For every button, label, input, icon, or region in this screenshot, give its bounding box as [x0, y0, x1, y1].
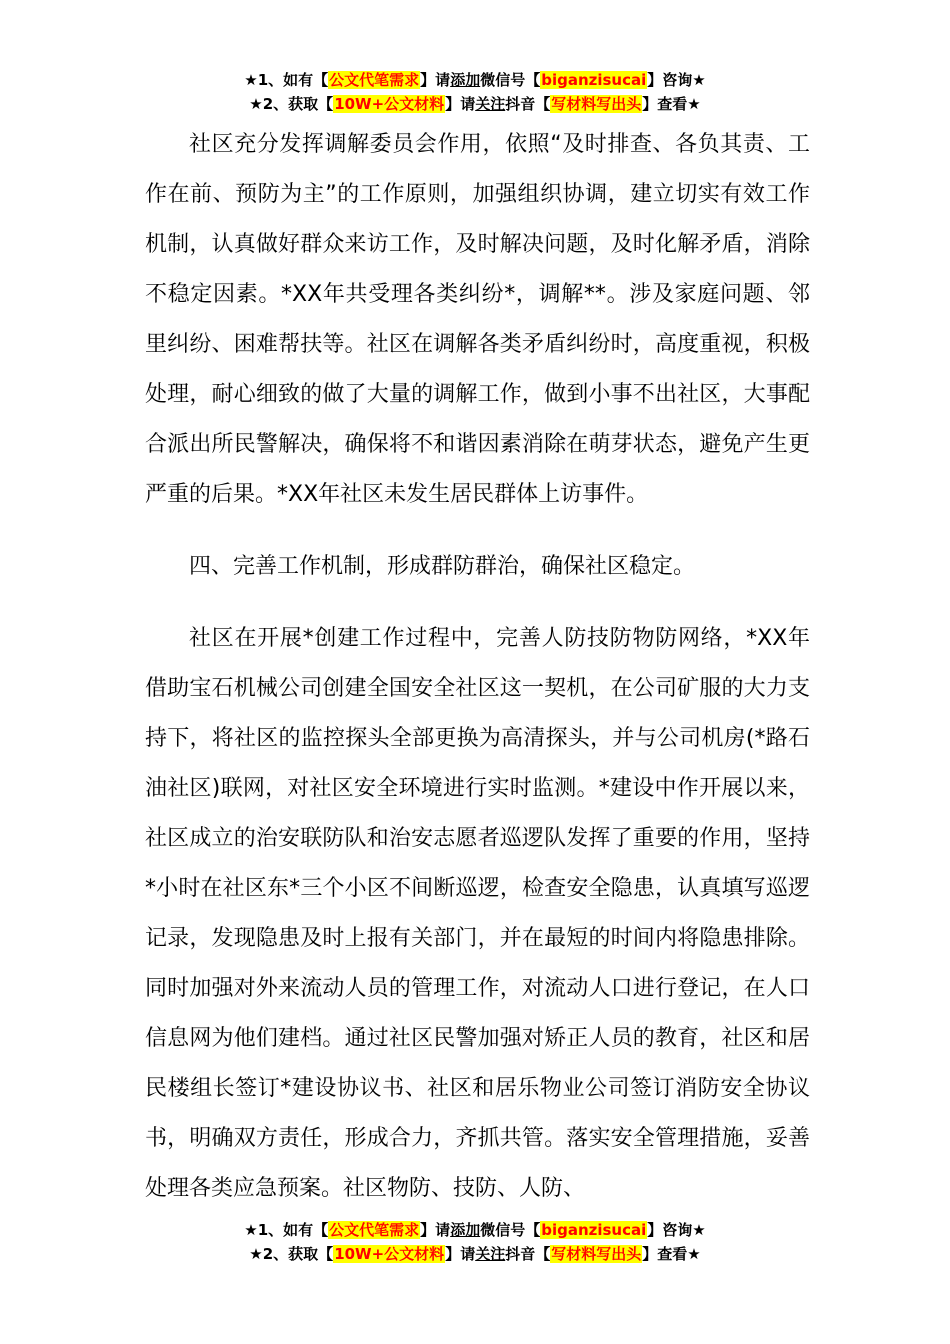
banner-text: 微信号【: [480, 1221, 541, 1239]
highlight-materials: 10W+公文材料: [334, 1245, 445, 1263]
highlight-wechat-id: biganzisucai: [541, 1221, 647, 1239]
highlight-douyin-account: 写材料写出头: [551, 1245, 642, 1263]
banner-text: 】请: [420, 71, 451, 89]
banner-line-2: [0, 1242, 950, 1266]
highlight-service: 公文代笔需求: [329, 1221, 420, 1239]
banner-line-1: [0, 68, 950, 92]
highlight-wechat-id: biganzisucai: [541, 71, 647, 89]
banner-text: 抖音【: [505, 95, 551, 113]
body-paragraph-2: 社区在开展*创建工作过程中，完善人防技防物防网络，*XX年借助宝石机械公司创建全国安全社区这一契机，在公司矿服的大力支持下，将社区的监控探头全部更换为高清探头，并与公司机房(*路石油社区)联网，对社区安全环境进行实时监测。*建设中作开展以来，社区成立的治安联防队和治安志愿者巡逻队发挥了重要的作用，坚持*小时在社区东*三个小区不间断巡逻，检查安全隐患，认真填写巡逻记录，发现隐患及时上报有关部门，并在最短的时间内将隐患排除。同时加强对外来流动人员的管理工作，对流动人口进行登记，在人口信息网为他们建档。通过社区民警加强对矫正人员的教育，社区和居民楼组长签订*建设协议书、社区和居乐物业公司签订消防安全协议书，明确双方责任，形成合力，齐抓共管。落实安全管理措施，妥善处理各类应急预案。社区物防、技防、人防、: [145, 626, 810, 1201]
banner-text: 】查看★: [642, 95, 701, 113]
banner-text: 抖音【: [505, 1245, 551, 1263]
banner-text: 微信号【: [480, 71, 541, 89]
highlight-service: 公文代笔需求: [329, 71, 420, 89]
banner-text: 】咨询★: [647, 71, 706, 89]
underlined-text: 添加: [450, 1221, 481, 1239]
body-paragraph-1: 社区充分发挥调解委员会作用，依照“及时排查、各负其责、工作在前、预防为主”的工作原则，加强组织协调，建立切实有效工作机制，认真做好群众来访工作，及时解决问题，及时化解矛盾，消除不稳定因素。*XX年共受理各类纠纷*，调解**。涉及家庭问题、邻里纠纷、困难帮扶等。社区在调解各类矛盾纠纷时，高度重视，积极处理，耐心细致的做了大量的调解工作，做到小事不出社区，大事配合派出所民警解决，确保将不和谐因素消除在萌芽状态，避免产生更严重的后果。*XX年社区未发生居民群体上访事件。: [145, 132, 810, 507]
banner-text: 】请: [445, 1245, 476, 1263]
document-body: [145, 120, 810, 1214]
footer-banner: [0, 1218, 950, 1266]
highlight-materials: 10W+公文材料: [334, 95, 445, 113]
underlined-text: 关注: [475, 95, 506, 113]
banner-text: 】请: [445, 95, 476, 113]
banner-line-2: [0, 92, 950, 116]
underlined-text: 添加: [450, 71, 481, 89]
highlight-douyin-account: 写材料写出头: [551, 95, 642, 113]
header-banner: [0, 68, 950, 116]
banner-text: ★2、获取【: [249, 95, 334, 113]
banner-text: 】查看★: [642, 1245, 701, 1263]
banner-text: 】请: [420, 1221, 451, 1239]
banner-line-1: [0, 1218, 950, 1242]
underlined-text: 关注: [475, 1245, 506, 1263]
section-heading: 四、完善工作机制，形成群防群治，确保社区稳定。: [189, 554, 696, 579]
banner-text: ★1、如有【: [244, 71, 329, 89]
banner-text: ★1、如有【: [244, 1221, 329, 1239]
banner-text: ★2、获取【: [249, 1245, 334, 1263]
banner-text: 】咨询★: [647, 1221, 706, 1239]
